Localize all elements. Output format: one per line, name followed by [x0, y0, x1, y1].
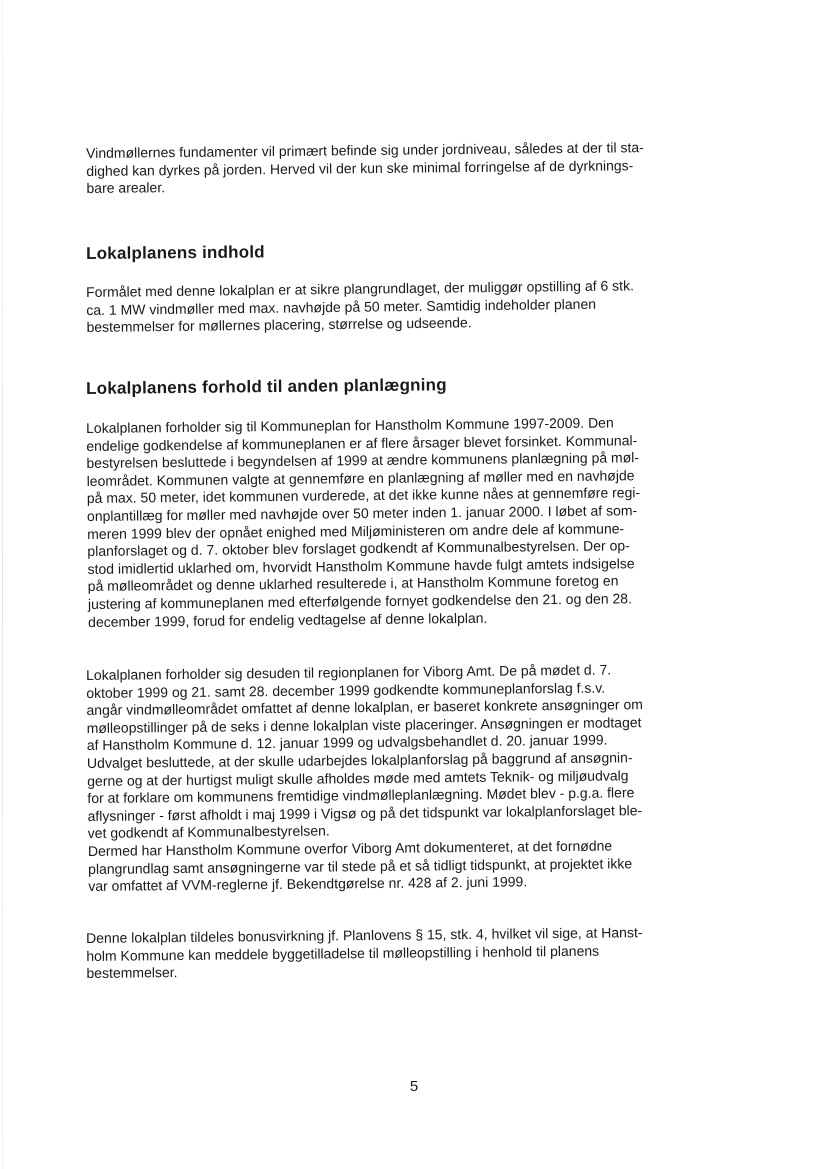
page-number — [0, 1078, 832, 1095]
paragraph-kommuneplan: Lokalplanen forholder sig til Kommuneplan for Hanstholm Kommune 1997-2009. Den endelige godkendelse af kommuneplanen er af flere årsager blevet forsinket. Kommunal- bestyrelsen besluttede i begyndelsen af 1999 at ændre kommunens planlægning på møl- leområdet. Kommunen valgte at gennemføre en planlægning af møller med en navhøjde på max. 50 meter, idet kommunen vurderede, at det ikke kunne nåes at gennemføre regi- onplantillæg for møller med navhøjde over 50 meter inden 1. januar 2000. I løbet af som- meren 1999 blev der opnået enighed med Miljøministeren om andre dele af kommune- planforslaget og d. 7. oktober blev forslaget godkendt af Kommunalbestyrelsen. Der op- stod imidlertid uklarhed om, hvorvidt Hanstholm Kommune havde fulgt amtets indsigelse på mølleområdet og denne uklarhed resulterede i, at Hanstholm Kommune foretog en justering af kommuneplanen med efterfølgende fornyet godkendelse den 21. og den 28. december 1999, forud for endelig vedtagelse af denne lokalplan. — [86, 414, 641, 630]
page-number-text: 5 — [409, 1078, 419, 1095]
paragraph-bonusvirkning: Denne lokalplan tildeles bonusvirkning jf. Planlovens § 15, stk. 4, hvilket vil sige, at Hanst- holm Kommune kan meddele byggetilladelse til mølleopstilling i henhold til planens bestemmelser. — [86, 924, 643, 982]
paragraph-regionplan: Lokalplanen forholder sig desuden til regionplanen for Viborg Amt. De på mødet d. 7. oktober 1999 og 21. samt 28. december 1999 godkendte kommuneplanforslag f.s.v. angår vindmølleområdet omfattet af denne lokalplan, er baseret konkrete ansøgninger om mølleopstillinger på de seks i denne lokalplan viste placeringer. Ansøgningen er modtaget af Hanstholm Kommune d. 12. januar 1999 og udvalgsbehandlet d. 20. januar 1999. Udvalget besluttede, at der skulle udarbejdes lokalplanforslag på baggrund af ansøgnin- gerne og at der hurtigst muligt skulle afholdes møde med amtets Teknik- og miljøudvalg for at forklare om kommunens fremtidige vindmølleplanlægning. Mødet blev - p.g.a. flere aflysninger - først afholdt i maj 1999 i Vigsø og på det tidspunkt var lokalplanforslaget ble- vet godkendt af Kommunalbestyrelsen. Dermed har Hanstholm Kommune overfor Viborg Amt dokumenteret, at det fornødne plangrundlag samt ansøgningerne var til stede på et så tidligt tidspunkt, at projektet ikke var omfattet af VVM-reglerne jf. Bekendtgørelse nr. 428 af 2. juni 1999. — [86, 661, 643, 895]
scan-edge-line — [2, 0, 3, 1169]
heading-forhold-til-anden-planlaegning: Lokalplanens forhold til anden planlægning — [86, 375, 447, 398]
paragraph-intro: Vindmøllernes fundamenter vil primært befinde sig under jordniveau, således at der til sta- dighed kan dyrkes på jorden. Herved vil der kun ske minimal forringelse af de dyrknings- bare arealer. — [86, 139, 644, 197]
heading-lokalplanens-indhold: Lokalplanens indhold — [86, 242, 265, 263]
paragraph-indhold: Formålet med denne lokalplan er at sikre plangrundlaget, der muliggør opstilling af 6 stk. ca. 1 MW vindmøller med max. navhøjde på 50 meter. Samtidig indeholder planen bestemmelser for møllernes placering, størrelse og udseende. — [86, 277, 634, 336]
